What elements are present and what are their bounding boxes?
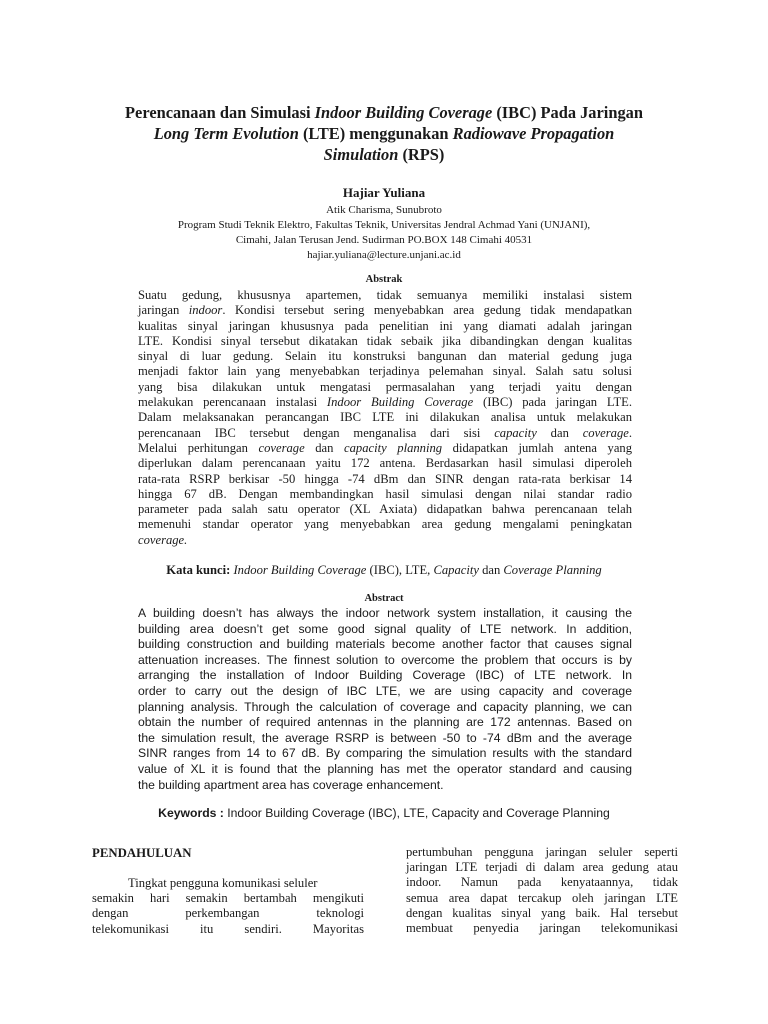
affiliation-line-2: Cimahi, Jalan Terusan Jend. Sudirman PO.BOX 148 Cimahi 40531 [235,234,533,246]
abstract-body [138,606,632,793]
kata-kunci-term: dan [478,563,504,577]
coauthors: Atik Charisma, Sunubroto [326,204,442,216]
abstract-line: the simulation result, the average RSRP is between -50 to -74 dBm and the average [138,730,632,745]
paragraph-line: dengan perkembangan teknologi [92,906,364,921]
kata-kunci-term: Capacity [433,563,479,577]
abstrak-line: parameter pada salah satu operator (XL Axiata) didapatkan bahwa perencanaan telah [138,502,632,517]
abstract-line: attenuation increases. The finnest solution to overcome the problem that occurs is by [138,652,632,667]
abstract-line: SINR ranges from 14 to 67 dB. By comparing the simulation results with the standard [138,746,632,761]
paragraph-line: jaringan LTE terjadi di dalam area gedung atau [406,860,678,875]
affiliation-line-1: Program Studi Teknik Elektro, Fakultas Teknik, Universitas Jendral Achmad Yani (UNJANI), [177,219,591,231]
abstrak-line: yang bisa dilakukan untuk mengatasi permasalahan yang terjadi yaitu dengan [138,379,632,394]
abstrak-line: Melalui perhitungan coverage dan capacity planning didapatkan jumlah antena yang [138,440,633,455]
keywords-label: Keywords : [158,806,224,820]
title-line-1: Perencanaan dan Simulasi Indoor Building Coverage (IBC) Pada Jaringan [125,103,643,122]
abstrak-line: Suatu gedung, khususnya apartemen, tidak semuanya memiliki instalasi sistem [138,288,632,302]
author-email: hajiar.yuliana@lecture.unjani.ac.id [307,249,461,261]
paragraph-line: dengan kualitas sinyal yang baik. Hal tersebut [406,905,678,920]
abstract-line: building area doesn’t get some good signal quality of LTE network. In addition, [138,621,632,636]
kata-kunci-term: (IBC), LTE, [366,563,434,577]
author-affiliation [0,203,768,263]
abstract-line: obtain the number of required antennas in the planning are 172 antennas. Based on [138,715,632,730]
abstract-line: the building apartment area has coverage enhancement. [138,777,444,792]
abstrak-line: melakukan perencanaan instalasi Indoor Building Coverage (IBC) pada jaringan LTE. [138,395,632,410]
abstract-line: order to carry out the design of IBC LTE, we are using capacity and coverage [138,683,632,698]
abstract-line: value of XL it is found that the planning has met the operator standard and causing [138,761,632,776]
abstrak-line: hingga 67 dB. Dengan membandingkan hasil simulasi dengan nilai standar radio [138,486,632,501]
title-line-2: Long Term Evolution (LTE) menggunakan Radiowave Propagation [153,124,615,143]
kata-kunci [0,563,768,578]
abstrak-line: kualitas sinyal jaringan khususnya pada penelitian ini yang diamati adalah jaringan [138,318,632,333]
abstrak-line: coverage. [138,532,188,547]
kata-kunci-term: Indoor Building Coverage [233,563,367,577]
keywords [0,806,768,820]
abstract-line: A building doesn’t has always the indoor network system installation, it causing the [138,606,632,620]
title-line-3: Simulation (RPS) [323,145,445,164]
author-name: Hajiar Yuliana [342,185,426,200]
abstrak-heading: Abstrak [365,274,403,285]
section-heading: PENDAHULUAN [92,846,192,860]
right-column [406,845,678,936]
abstrak-line: Dalam melaksanakan perancangan IBC LTE ini dilakukan analisa untuk melakukan [138,410,632,425]
paragraph-line: telekomunikasi itu sendiri. Mayoritas [92,921,364,936]
abstrak-line: sinyal di luar gedung. Selain itu konstruksi bangunan dan material gedung juga [138,349,632,364]
paragraph-line: membuat penyedia jaringan telekomunikasi [406,921,678,936]
kata-kunci-label: Kata kunci: [166,563,231,577]
abstrak-body [138,288,632,548]
abstrak-line: LTE. Kondisi sinyal tersebut dikatakan tidak sebaik jika dibandingkan dengan kualitas [138,333,632,348]
paragraph-line: semua area dapat tercakup oleh jaringan LTE [406,890,678,905]
paragraph-line: Tingkat pengguna komunikasi seluler [128,876,318,890]
abstract-line: planning analysis. Through the calculation of coverage and capacity planning, we can [138,699,632,714]
paper-title [80,102,688,165]
abstract-heading: Abstract [364,593,404,604]
abstract-line: arranging the installation of Indoor Building Coverage (IBC) of LTE network. In [138,668,632,683]
abstrak-line: memenuhi standar operator yang menyebabkan area gedung mengalami peningkatan [138,517,632,532]
abstract-line: building construction and building materials become another factor that causes signal [138,637,632,652]
paragraph-line: indoor. Namun pada kenyataannya, tidak [406,875,678,890]
abstrak-line: perencanaan IBC tersebut dengan menganalisa dari sisi capacity dan coverage. [138,425,632,440]
kata-kunci-term: Coverage Planning [503,563,602,577]
abstrak-line: diperlukan dalam perencanaan yaitu 172 antena. Berdasarkan hasil simulasi diperoleh [138,456,632,471]
abstrak-line: menjadi faktor lain yang menyebabkan terjadinya pelemahan sinyal. Salah satu solusi [138,364,632,379]
left-column [92,876,364,937]
abstrak-line: rata-rata RSRP berkisar -50 hingga -74 dBm dan SINR dengan rata-rata berkisar 14 [138,471,632,486]
paragraph-line: pertumbuhan pengguna jaringan seluler seperti [406,845,678,859]
paragraph-line: semakin hari semakin bertambah mengikuti [92,891,364,906]
keywords-text: Indoor Building Coverage (IBC), LTE, Capacity and Coverage Planning [223,806,610,820]
abstrak-line: jaringan indoor. Kondisi tersebut sering menyebabkan area gedung tidak mendapatkan [138,303,632,318]
